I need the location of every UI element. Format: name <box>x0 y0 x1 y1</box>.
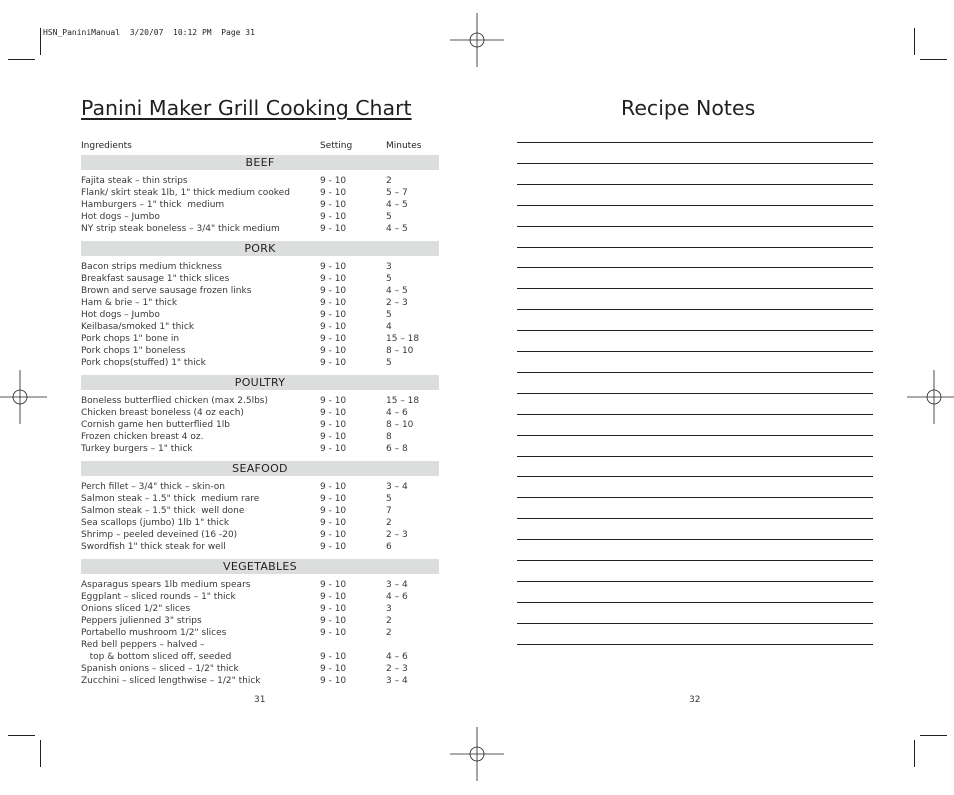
table-row <box>81 419 439 431</box>
note-line <box>517 644 873 645</box>
setting-cell: 9 - 10 <box>320 200 347 210</box>
minutes-cell: 2 – 3 <box>386 530 408 540</box>
minutes-cell: 2 <box>386 176 392 186</box>
table-row <box>81 481 439 493</box>
minutes-cell: 5 <box>386 212 392 222</box>
setting-cell: 9 - 10 <box>320 346 347 356</box>
ingredient-cell: Red bell peppers – halved – <box>81 640 205 650</box>
note-line <box>517 372 873 373</box>
note-line <box>517 184 873 185</box>
ingredient-cell: Cornish game hen butterflied 1lb <box>81 420 230 430</box>
table-row <box>81 333 439 345</box>
ingredient-cell: NY strip steak boneless – 3/4" thick medium <box>81 224 280 234</box>
ingredient-cell: Salmon steak – 1.5" thick medium rare <box>81 494 260 504</box>
ingredient-cell: Hot dogs – Jumbo <box>81 310 160 320</box>
note-line <box>517 435 873 436</box>
minutes-cell: 8 – 10 <box>386 420 414 430</box>
minutes-cell: 5 <box>386 494 392 504</box>
ingredient-cell: Turkey burgers – 1" thick <box>81 444 193 454</box>
setting-cell: 9 - 10 <box>320 322 347 332</box>
note-line <box>517 226 873 227</box>
ingredient-cell: Keilbasa/smoked 1" thick <box>81 322 195 332</box>
setting-cell: 9 - 10 <box>320 616 347 626</box>
minutes-cell: 2 <box>386 628 392 638</box>
chart-section <box>81 241 439 369</box>
setting-cell: 9 - 10 <box>320 310 347 320</box>
ingredient-cell: Salmon steak – 1.5" thick well done <box>81 506 245 516</box>
note-line <box>517 602 873 603</box>
table-row <box>81 431 439 443</box>
setting-cell: 9 - 10 <box>320 592 347 602</box>
ingredient-cell: Swordfish 1" thick steak for well <box>81 542 226 552</box>
note-line <box>517 351 873 352</box>
setting-cell: 9 - 10 <box>320 652 347 662</box>
table-row <box>81 591 439 603</box>
header-ingredients: Ingredients <box>81 141 132 151</box>
note-line <box>517 518 873 519</box>
setting-cell: 9 - 10 <box>320 420 347 430</box>
registration-mark-icon <box>450 727 504 781</box>
setting-cell: 9 - 10 <box>320 542 347 552</box>
note-line <box>517 623 873 624</box>
table-row <box>81 345 439 357</box>
minutes-cell: 2 <box>386 518 392 528</box>
setting-cell: 9 - 10 <box>320 286 347 296</box>
section-heading: BEEF <box>81 155 439 170</box>
chart-section <box>81 559 439 687</box>
ingredient-cell: Perch fillet – 3/4" thick – skin-on <box>81 482 225 492</box>
ingredient-cell: Onions sliced 1/2" slices <box>81 604 191 614</box>
ingredient-cell: Eggplant – sliced rounds – 1" thick <box>81 592 236 602</box>
note-line <box>517 393 873 394</box>
setting-cell: 9 - 10 <box>320 604 347 614</box>
page-number: 31 <box>254 695 266 705</box>
minutes-cell: 5 <box>386 310 392 320</box>
ingredient-cell: Boneless butterflied chicken (max 2.5lbs) <box>81 396 268 406</box>
ingredient-cell: Zucchini – sliced lengthwise – 1/2" thick <box>81 676 261 686</box>
setting-cell: 9 - 10 <box>320 396 347 406</box>
table-row <box>81 175 439 187</box>
section-heading: POULTRY <box>81 375 439 390</box>
ingredient-cell: Ham & brie – 1" thick <box>81 298 178 308</box>
minutes-cell: 4 – 5 <box>386 200 408 210</box>
setting-cell: 9 - 10 <box>320 358 347 368</box>
ingredient-cell: Chicken breast boneless (4 oz each) <box>81 408 244 418</box>
ingredient-cell: Sea scallops (jumbo) 1lb 1" thick <box>81 518 230 528</box>
setting-cell: 9 - 10 <box>320 518 347 528</box>
setting-cell: 9 - 10 <box>320 176 347 186</box>
minutes-cell: 3 <box>386 604 392 614</box>
chart-section <box>81 461 439 553</box>
setting-cell: 9 - 10 <box>320 506 347 516</box>
crop-mark <box>914 28 915 55</box>
chart-section <box>81 155 439 235</box>
minutes-cell: 4 – 5 <box>386 224 408 234</box>
ingredient-cell: Fajita steak – thin strips <box>81 176 188 186</box>
ingredient-cell: Spanish onions – sliced – 1/2" thick <box>81 664 239 674</box>
ingredient-cell: Hot dogs – Jumbo <box>81 212 160 222</box>
note-line <box>517 497 873 498</box>
table-row <box>81 285 439 297</box>
setting-cell: 9 - 10 <box>320 188 347 198</box>
crop-mark <box>920 59 947 60</box>
note-line <box>517 309 873 310</box>
ingredient-cell: Pork chops 1" boneless <box>81 346 186 356</box>
setting-cell: 9 - 10 <box>320 444 347 454</box>
header-minutes: Minutes <box>386 141 422 151</box>
minutes-cell: 4 <box>386 322 392 332</box>
note-line <box>517 267 873 268</box>
setting-cell: 9 - 10 <box>320 212 347 222</box>
setting-cell: 9 - 10 <box>320 432 347 442</box>
minutes-cell: 7 <box>386 506 392 516</box>
setting-cell: 9 - 10 <box>320 580 347 590</box>
minutes-cell: 3 – 4 <box>386 580 408 590</box>
minutes-cell: 2 <box>386 616 392 626</box>
setting-cell: 9 - 10 <box>320 530 347 540</box>
table-row <box>81 199 439 211</box>
minutes-cell: 3 – 4 <box>386 676 408 686</box>
table-row <box>81 639 439 651</box>
minutes-cell: 5 – 7 <box>386 188 408 198</box>
minutes-cell: 8 <box>386 432 392 442</box>
table-row <box>81 505 439 517</box>
note-line <box>517 560 873 561</box>
chart-section <box>81 375 439 455</box>
minutes-cell: 6 <box>386 542 392 552</box>
minutes-cell: 4 – 5 <box>386 286 408 296</box>
page-title: Recipe Notes <box>621 96 756 120</box>
note-line <box>517 163 873 164</box>
table-row <box>81 309 439 321</box>
crop-mark <box>8 735 35 736</box>
setting-cell: 9 - 10 <box>320 408 347 418</box>
registration-mark-icon <box>450 13 504 67</box>
section-heading: SEAFOOD <box>81 461 439 476</box>
minutes-cell: 3 – 4 <box>386 482 408 492</box>
note-line <box>517 456 873 457</box>
ingredient-cell: Peppers julienned 3" strips <box>81 616 202 626</box>
table-row <box>81 675 439 687</box>
registration-mark-icon <box>907 370 954 424</box>
setting-cell: 9 - 10 <box>320 298 347 308</box>
setting-cell: 9 - 10 <box>320 628 347 638</box>
table-row <box>81 211 439 223</box>
table-row <box>81 273 439 285</box>
ingredient-cell: Portabello mushroom 1/2" slices <box>81 628 227 638</box>
table-row <box>81 395 439 407</box>
crop-mark <box>914 740 915 767</box>
note-line <box>517 330 873 331</box>
note-line <box>517 476 873 477</box>
minutes-cell: 15 – 18 <box>386 396 420 406</box>
setting-cell: 9 - 10 <box>320 274 347 284</box>
table-row <box>81 663 439 675</box>
section-heading: VEGETABLES <box>81 559 439 574</box>
ingredient-cell: Shrimp – peeled deveined (16 -20) <box>81 530 238 540</box>
crop-mark <box>40 740 41 767</box>
table-row <box>81 321 439 333</box>
table-row <box>81 603 439 615</box>
printer-slug: HSN_PaniniManual 3/20/07 10:12 PM Page 31 <box>43 28 255 37</box>
table-row <box>81 407 439 419</box>
ingredient-cell: Hamburgers – 1" thick medium <box>81 200 225 210</box>
setting-cell: 9 - 10 <box>320 262 347 272</box>
minutes-cell: 4 – 6 <box>386 592 408 602</box>
registration-mark-icon <box>0 370 47 424</box>
ingredient-cell: Bacon strips medium thickness <box>81 262 222 272</box>
setting-cell: 9 - 10 <box>320 494 347 504</box>
table-row <box>81 627 439 639</box>
note-line <box>517 142 873 143</box>
ingredient-cell: Brown and serve sausage frozen links <box>81 286 252 296</box>
setting-cell: 9 - 10 <box>320 334 347 344</box>
table-row <box>81 261 439 273</box>
setting-cell: 9 - 10 <box>320 676 347 686</box>
table-row <box>81 297 439 309</box>
note-line <box>517 539 873 540</box>
crop-mark <box>40 28 41 55</box>
table-row <box>81 517 439 529</box>
ingredient-cell: Flank/ skirt steak 1lb, 1" thick medium cooked <box>81 188 290 198</box>
minutes-cell: 2 – 3 <box>386 664 408 674</box>
minutes-cell: 2 – 3 <box>386 298 408 308</box>
note-line <box>517 414 873 415</box>
ingredient-cell: Frozen chicken breast 4 oz. <box>81 432 204 442</box>
note-line <box>517 247 873 248</box>
table-row <box>81 579 439 591</box>
table-row <box>81 223 439 235</box>
minutes-cell: 6 – 8 <box>386 444 408 454</box>
note-line <box>517 205 873 206</box>
table-header <box>81 141 439 153</box>
minutes-cell: 3 <box>386 262 392 272</box>
table-row <box>81 615 439 627</box>
page-number: 32 <box>689 695 701 705</box>
crop-mark <box>920 735 947 736</box>
ingredient-cell: Asparagus spears 1lb medium spears <box>81 580 251 590</box>
crop-mark <box>8 59 35 60</box>
section-heading: PORK <box>81 241 439 256</box>
minutes-cell: 15 – 18 <box>386 334 420 344</box>
minutes-cell: 4 – 6 <box>386 652 408 662</box>
ingredient-cell: top & bottom sliced off, seeded <box>81 652 232 662</box>
note-line <box>517 288 873 289</box>
table-row <box>81 443 439 455</box>
setting-cell: 9 - 10 <box>320 224 347 234</box>
header-setting: Setting <box>320 141 353 151</box>
setting-cell: 9 - 10 <box>320 482 347 492</box>
ingredient-cell: Pork chops 1" bone in <box>81 334 180 344</box>
ingredient-cell: Pork chops(stuffed) 1" thick <box>81 358 206 368</box>
page-title: Panini Maker Grill Cooking Chart <box>81 96 412 120</box>
minutes-cell: 8 – 10 <box>386 346 414 356</box>
table-row <box>81 651 439 663</box>
setting-cell: 9 - 10 <box>320 664 347 674</box>
minutes-cell: 4 – 6 <box>386 408 408 418</box>
table-row <box>81 187 439 199</box>
minutes-cell: 5 <box>386 358 392 368</box>
table-row <box>81 357 439 369</box>
note-line <box>517 581 873 582</box>
table-row <box>81 541 439 553</box>
ingredient-cell: Breakfast sausage 1" thick slices <box>81 274 230 284</box>
minutes-cell: 5 <box>386 274 392 284</box>
table-row <box>81 493 439 505</box>
table-row <box>81 529 439 541</box>
